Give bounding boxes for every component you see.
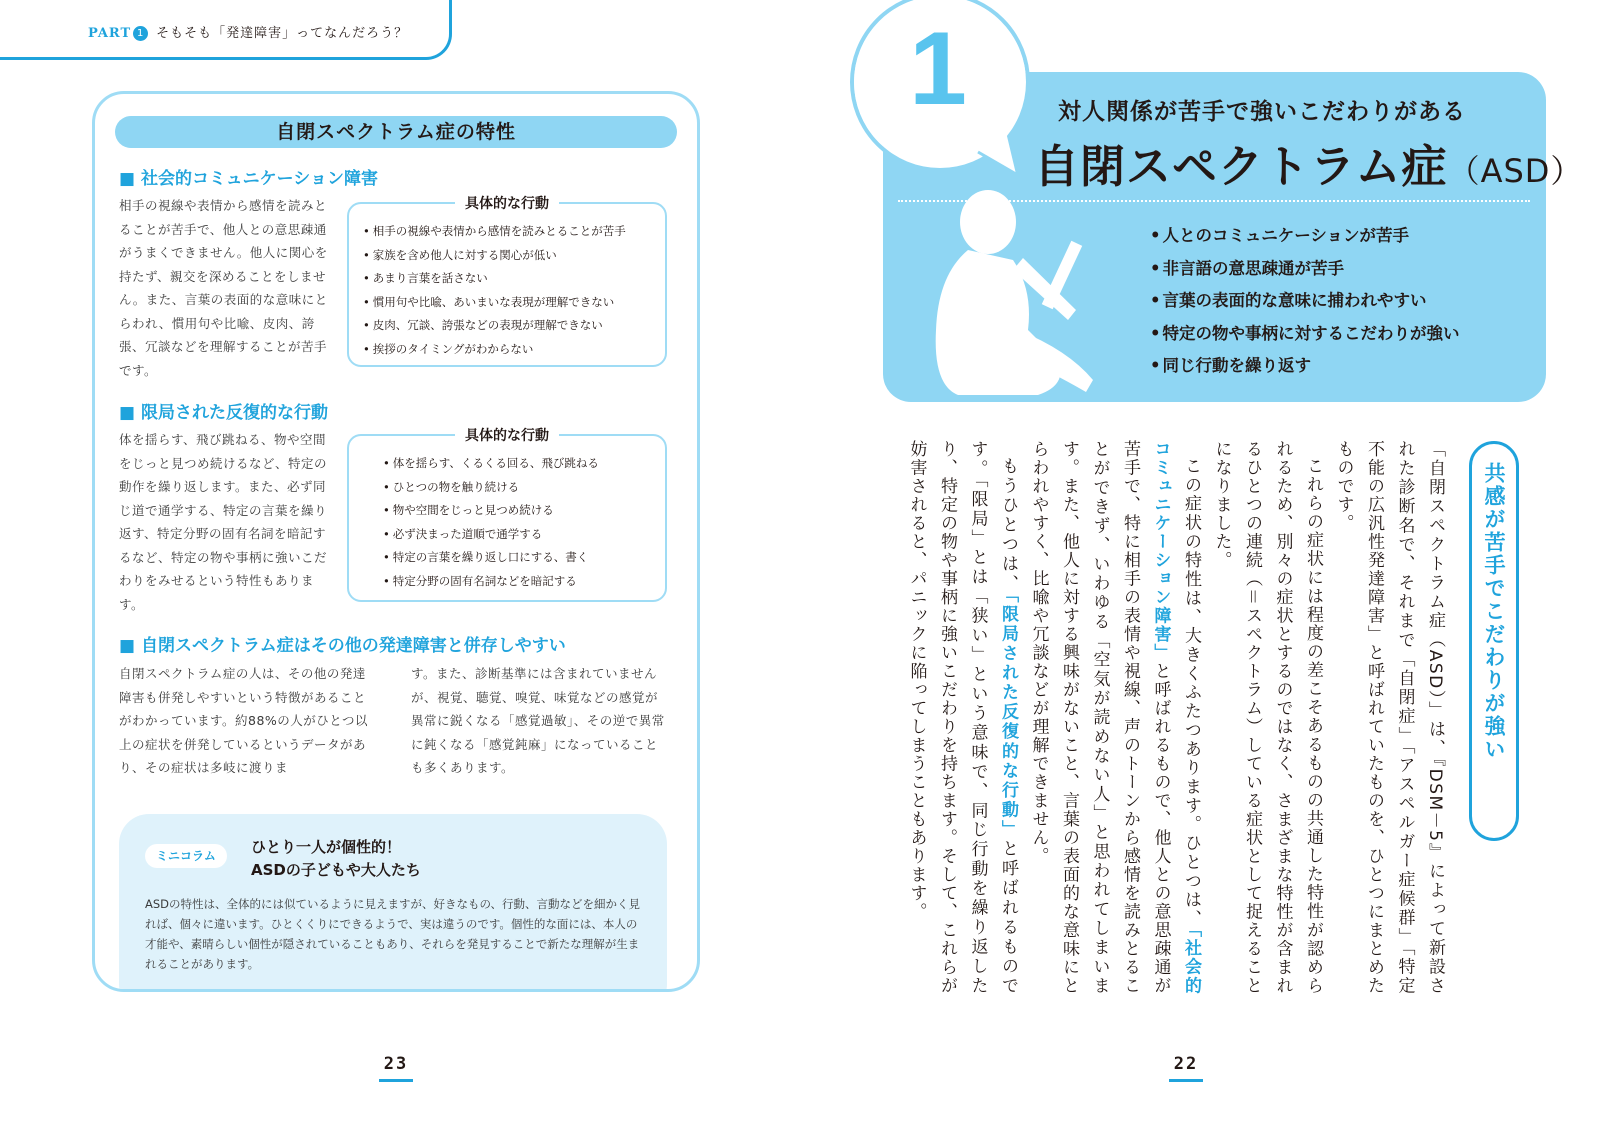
body-text-span: もうひとつは、: [998, 457, 1018, 594]
section-text-social: 相手の視線や表情から感情を読みとることが苦手で、他人との意思疎通がうまくできません。他人に関心を持たず、親交を深めることをしません。また、言葉の表面的な意味にとらわれ、慣用句や比喩、皮肉、誇張、冗談などを理解することが苦手です。: [119, 198, 328, 378]
behavior-box-social: [347, 196, 667, 367]
running-header: [88, 22, 408, 41]
list-item: • 家族を含め他人に対する関心が低い: [363, 244, 626, 268]
mini-column-heading: [251, 836, 421, 882]
asd-traits-panel: [92, 91, 700, 992]
list-item: • 物や空間をじっと見つめ続ける: [383, 499, 599, 523]
body-paragraph-1: 「自閉スペクトラム症（ASD）」は、『DSM－5』によって新設された診断名で、それまで「自閉症」「アスペルガー症候群」「特定不能の広汎性発達障害」と呼ばれていたものを、ひとつにまとめたものです。: [1333, 440, 1445, 995]
mini-column: [119, 814, 667, 992]
section-heading-comorbid: ■ 自閉スペクトラム症はその他の発達障害と併存しやすい: [119, 636, 566, 656]
feature-list: [1150, 220, 1460, 383]
highlight-social: 「社会的コミュニケーション障害」: [1150, 440, 1201, 996]
part-label: PART: [88, 26, 132, 41]
page-subtitle: 対人関係が苦手で強いこだわりがある: [1058, 99, 1466, 125]
section-number: 1: [909, 11, 967, 127]
list-item: • 体を揺らす、くるくる回る、飛び跳ねる: [383, 452, 599, 476]
list-item: • 慣用句や比喩、あいまいな表現が理解できない: [363, 291, 626, 315]
title-abbr: （ASD）: [1447, 152, 1584, 190]
section-text-repetitive: 体を揺らす、飛び跳ねる、物や空間をじっと見つめ続けるなど、特定の動作を繰り返します。また、必ず同じ道で通学する、特定の言葉を繰り返す、特定分野の固有名詞を暗記するなど、特定の物や事柄に強いこだわりをみせるという特性もあります。: [119, 432, 328, 612]
body-paragraph-3: [1023, 440, 1206, 995]
mini-column-text: ASDの特性は、全体的には似ているように見えますが、好きなもの、行動、言動などを細かく見れば、個々に違います。ひとくくりにできるようで、実は違うのです。個性的な面には、本人の才能や、素晴らしい個性が隠されていることもあり、それらを発見することで新たな理解が生まれることがあります。: [145, 897, 641, 971]
behavior-box-title: 具体的な行動: [455, 428, 559, 444]
list-item: • 特定の言葉を繰り返し口にする、書く: [383, 546, 599, 570]
list-item: • ひとつの物を触り続ける: [383, 476, 599, 500]
list-item: • 人とのコミュニケーションが苦手: [1150, 220, 1460, 253]
body-text-span: この症状の特性は、大きくふたつあります。ひとつは、: [1181, 457, 1201, 929]
behavior-list-social: [363, 220, 626, 361]
list-item: • あまり言葉を話さない: [363, 267, 626, 291]
highlight-repetitive: 「限局された反復的な行動」: [998, 593, 1018, 840]
body-paragraph-4: [901, 440, 1023, 995]
vertical-side-heading: 共感が苦手でこだわりが強い: [1469, 441, 1519, 841]
list-item: • 特定分野の固有名詞などを暗記する: [383, 570, 599, 594]
body-paragraph-2: これらの症状には程度の差こそあるものの共通した特性が認められるため、別々の症状とするのではなく、さまざまな特性が含まれるひとつの連続（＝スペクトラム）している症状として捉えることになりました。: [1211, 440, 1323, 995]
list-item: • 同じ行動を繰り返す: [1150, 350, 1460, 383]
mini-heading-line1: ひとり一人が個性的！: [251, 838, 402, 856]
list-item: • 相手の視線や表情から感情を読みとることが苦手: [363, 220, 626, 244]
mini-heading-line2: ASDの子どもや大人たち: [251, 861, 421, 879]
comorbid-text-col2: す。また、診断基準には含まれていませんが、視覚、聴覚、嗅覚、味覚などの感覚が異常に鋭くなる「感覚過敏」、その逆で異常に鈍くなる「感覚鈍麻」になっていることも多くあります。: [411, 666, 665, 775]
behavior-box-title: 具体的な行動: [455, 196, 559, 212]
list-item: • 特定の物や事柄に対するこだわりが強い: [1150, 318, 1460, 351]
behavior-list-repetitive: [383, 452, 599, 593]
reading-person-silhouette: [918, 180, 1098, 400]
page-number-right: 22: [1168, 1054, 1204, 1082]
list-item: • 必ず決まった道順で通学する: [383, 523, 599, 547]
part-number-badge: 1: [133, 26, 148, 41]
list-item: • 皮肉、冗談、誇張などの表現が理解できない: [363, 314, 626, 338]
list-item: • 挨拶のタイミングがわからない: [363, 338, 626, 362]
list-item: • 言葉の表面的な意味に捕われやすい: [1150, 285, 1460, 318]
body-text-span: と呼ばれるものです。「限局」とは「狭い」という意味で、同じ行動を繰り返したり、特定の物や事柄に強いこだわりを持ちます。そして、これらが妨害されると、パニックに陥ってしまうこともあります。: [906, 440, 1018, 996]
title-text: 自閉スペクトラム症: [1034, 140, 1448, 193]
mini-column-badge: ミニコラム: [145, 844, 227, 868]
comorbid-text-col1: 自閉スペクトラム症の人は、その他の発達障害も併発しやすいという特徴があることがわかっています。約88%の人がひとつ以上の症状を併発しているというデータがあり、その症状は多岐に渡りま: [119, 666, 369, 775]
body-text-span: と呼ばれるもので、他人との意思疎通が苦手で、特に相手の表情や視線、声のトーンから感情を読みとることができず、いわゆる「空気が読めない人」と思われてしまいます。また、他人に対する興味がないこと、言葉の表面的な意味にとらわれやすく、比喩や冗談などが理解できません。: [1028, 440, 1171, 995]
vertical-body-text: [895, 440, 1450, 995]
panel-title: 自閉スペクトラム症の特性: [115, 116, 677, 148]
behavior-box-repetitive: [347, 428, 667, 602]
page-title: [1034, 130, 1583, 195]
section-heading-repetitive: ■ 限局された反復的な行動: [119, 403, 328, 423]
chapter-title: そもそも「発達障害」ってなんだろう？: [156, 26, 409, 41]
page-number-left: 23: [378, 1054, 414, 1082]
list-item: • 非言語の意思疎通が苦手: [1150, 253, 1460, 286]
section-heading-social: ■ 社会的コミュニケーション障害: [119, 169, 378, 189]
